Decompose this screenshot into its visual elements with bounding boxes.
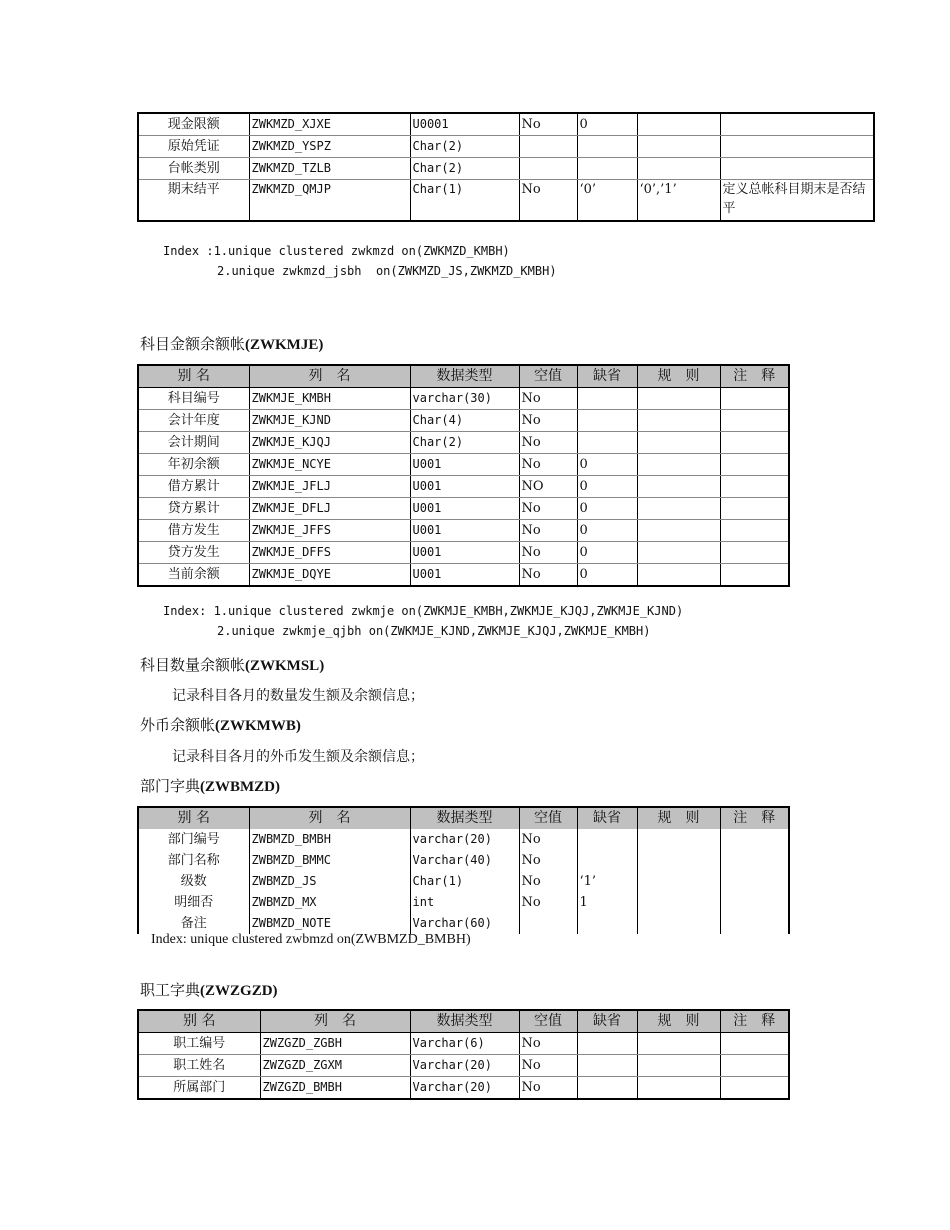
table-cell: varchar(30) bbox=[410, 388, 519, 410]
zwbmzd-index: Index: unique clustered zwbmzd on(ZWBMZD_BMBH) bbox=[151, 932, 471, 947]
table-cell bbox=[637, 498, 720, 520]
table-cell bbox=[720, 871, 789, 892]
table-cell bbox=[637, 432, 720, 454]
table-cell: ZWKMZD_XJXE bbox=[249, 113, 410, 136]
table-cell bbox=[637, 1077, 720, 1100]
table-cell bbox=[637, 476, 720, 498]
table-cell: ZWKMJE_KJND bbox=[249, 410, 410, 432]
zwkmsl-title-code: (ZWKMSL) bbox=[245, 658, 325, 674]
table-cell bbox=[720, 113, 874, 136]
table-cell: NO bbox=[519, 476, 577, 498]
table-cell: 0 bbox=[577, 476, 637, 498]
table-cell: ZWKMJE_JFFS bbox=[249, 520, 410, 542]
table-cell bbox=[720, 476, 789, 498]
table-cell bbox=[577, 410, 637, 432]
table-cell: ‘0’ bbox=[577, 180, 637, 222]
column-header: 列 名 bbox=[249, 807, 410, 829]
table-cell: No bbox=[519, 564, 577, 587]
table-cell bbox=[577, 1055, 637, 1077]
table-cell bbox=[637, 892, 720, 913]
table-cell: U0001 bbox=[410, 113, 519, 136]
table-cell: 级数 bbox=[138, 871, 249, 892]
table-cell: No bbox=[519, 1055, 577, 1077]
zwkmje-title bbox=[140, 333, 323, 354]
table-cell bbox=[577, 850, 637, 871]
table-cell bbox=[637, 829, 720, 850]
table-row bbox=[138, 564, 789, 587]
table-row bbox=[138, 829, 789, 850]
table-cell bbox=[720, 850, 789, 871]
table-cell: varchar(20) bbox=[410, 829, 519, 850]
zwbmzd-title-code: (ZWBMZD) bbox=[200, 779, 281, 795]
table-cell: 贷方发生 bbox=[138, 542, 249, 564]
column-header: 缺省 bbox=[577, 365, 637, 388]
table-cell bbox=[519, 136, 577, 158]
zwbmzd-title bbox=[140, 775, 280, 796]
table-cell: Varchar(20) bbox=[410, 1055, 519, 1077]
table-cell bbox=[637, 871, 720, 892]
column-header: 别 名 bbox=[138, 1010, 260, 1033]
table-cell: 原始凭证 bbox=[138, 136, 249, 158]
table-cell: Varchar(20) bbox=[410, 1077, 519, 1100]
table-cell: Varchar(60) bbox=[410, 913, 519, 934]
table-cell bbox=[637, 564, 720, 587]
table-cell bbox=[720, 1033, 789, 1055]
table-cell bbox=[577, 913, 637, 934]
table-cell bbox=[637, 136, 720, 158]
table-cell: 期末结平 bbox=[138, 180, 249, 222]
column-header: 空值 bbox=[519, 1010, 577, 1033]
column-header: 注 释 bbox=[720, 1010, 789, 1033]
zwkmje-title-cn: 科目金额余额帐 bbox=[140, 335, 246, 353]
table-cell: ‘1’ bbox=[577, 871, 637, 892]
table-cell: ZWZGZD_ZGXM bbox=[260, 1055, 410, 1077]
zwkmsl-title bbox=[140, 654, 324, 675]
table-cell: 备注 bbox=[138, 913, 249, 934]
table-cell: No bbox=[519, 410, 577, 432]
table-cell: 0 bbox=[577, 520, 637, 542]
table-cell bbox=[720, 432, 789, 454]
table-cell: ZWKMJE_DFFS bbox=[249, 542, 410, 564]
table-row bbox=[138, 871, 789, 892]
table-cell: ZWBMZD_BMMC bbox=[249, 850, 410, 871]
zwbmzd-title-cn: 部门字典 bbox=[140, 777, 201, 795]
zwkmwb-title bbox=[140, 714, 301, 735]
table-header-row bbox=[138, 807, 789, 829]
table-cell: 定义总帐科目期末是否结平 bbox=[720, 180, 874, 222]
table-cell: No bbox=[519, 454, 577, 476]
table-cell: U001 bbox=[410, 454, 519, 476]
table-zwbmzd bbox=[137, 806, 790, 934]
table-cell: 当前余额 bbox=[138, 564, 249, 587]
column-header: 规 则 bbox=[637, 365, 720, 388]
zwkmzd-index-1: Index :1.unique clustered zwkmzd on(ZWKMZD_KMBH) bbox=[163, 244, 510, 258]
table-cell: ZWBMZD_JS bbox=[249, 871, 410, 892]
table-zwkmje bbox=[137, 364, 790, 587]
table-cell: 0 bbox=[577, 564, 637, 587]
column-header: 规 则 bbox=[637, 807, 720, 829]
column-header: 列 名 bbox=[260, 1010, 410, 1033]
table-cell: No bbox=[519, 498, 577, 520]
table-cell: No bbox=[519, 892, 577, 913]
zwkmwb-desc: 记录科目各月的外币发生额及余额信息； bbox=[172, 749, 424, 765]
table-cell: Varchar(6) bbox=[410, 1033, 519, 1055]
table-cell bbox=[637, 1033, 720, 1055]
table-cell: Char(1) bbox=[410, 180, 519, 222]
table-cell: 所属部门 bbox=[138, 1077, 260, 1100]
table-cell: 职工编号 bbox=[138, 1033, 260, 1055]
table-cell bbox=[720, 454, 789, 476]
column-header: 空值 bbox=[519, 807, 577, 829]
table-cell: No bbox=[519, 850, 577, 871]
column-header: 列 名 bbox=[249, 365, 410, 388]
table-cell: ZWZGZD_ZGBH bbox=[260, 1033, 410, 1055]
column-header: 缺省 bbox=[577, 807, 637, 829]
table-cell: ZWKMJE_NCYE bbox=[249, 454, 410, 476]
table-cell: Char(2) bbox=[410, 432, 519, 454]
table-zwkmzd-continued bbox=[137, 112, 875, 222]
table-header-row bbox=[138, 1010, 789, 1033]
table-cell bbox=[720, 520, 789, 542]
table-cell: ZWBMZD_MX bbox=[249, 892, 410, 913]
table-cell: 会计年度 bbox=[138, 410, 249, 432]
zwkmje-index-1: Index: 1.unique clustered zwkmje on(ZWKMJE_KMBH,ZWKMJE_KJQJ,ZWKMJE_KJND) bbox=[163, 604, 684, 618]
table-cell bbox=[720, 388, 789, 410]
table-row bbox=[138, 542, 789, 564]
table-cell: ‘0’,’1’ bbox=[637, 180, 720, 222]
table-cell bbox=[637, 1055, 720, 1077]
zwzgzd-title-code: (ZWZGZD) bbox=[200, 983, 278, 999]
table-cell bbox=[637, 850, 720, 871]
zwkmwb-title-cn: 外币余额帐 bbox=[140, 716, 216, 734]
table-cell bbox=[720, 136, 874, 158]
table-cell bbox=[720, 1077, 789, 1100]
zwkmzd-index-2: 2.unique zwkmzd_jsbh on(ZWKMZD_JS,ZWKMZD_KMBH) bbox=[217, 264, 557, 278]
zwkmje-index-2: 2.unique zwkmje_qjbh on(ZWKMJE_KJND,ZWKMJE_KJQJ,ZWKMJE_KMBH) bbox=[217, 624, 651, 638]
table-cell: ZWKMZD_QMJP bbox=[249, 180, 410, 222]
table-cell: No bbox=[519, 829, 577, 850]
table-cell bbox=[637, 113, 720, 136]
table-cell bbox=[637, 542, 720, 564]
table-cell: Char(1) bbox=[410, 871, 519, 892]
column-header: 空值 bbox=[519, 365, 577, 388]
table-cell: 科目编号 bbox=[138, 388, 249, 410]
table-cell bbox=[577, 1033, 637, 1055]
column-header: 缺省 bbox=[577, 1010, 637, 1033]
table-row bbox=[138, 113, 874, 136]
column-header: 别 名 bbox=[138, 807, 249, 829]
table-cell bbox=[720, 158, 874, 180]
table-cell bbox=[577, 158, 637, 180]
table-cell bbox=[720, 498, 789, 520]
table-row bbox=[138, 913, 789, 934]
table-cell: No bbox=[519, 1033, 577, 1055]
table-cell: ZWKMJE_JFLJ bbox=[249, 476, 410, 498]
column-header: 注 释 bbox=[720, 807, 789, 829]
table-cell bbox=[577, 829, 637, 850]
zwzgzd-title bbox=[140, 979, 278, 1000]
table-cell: 会计期间 bbox=[138, 432, 249, 454]
table-cell: 0 bbox=[577, 498, 637, 520]
column-header: 数据类型 bbox=[410, 365, 519, 388]
table-cell: ZWZGZD_BMBH bbox=[260, 1077, 410, 1100]
table-cell: 借方累计 bbox=[138, 476, 249, 498]
table-row bbox=[138, 520, 789, 542]
column-header: 注 释 bbox=[720, 365, 789, 388]
column-header: 规 则 bbox=[637, 1010, 720, 1033]
table-cell: No bbox=[519, 542, 577, 564]
table-cell: No bbox=[519, 432, 577, 454]
table-cell: U001 bbox=[410, 564, 519, 587]
table-cell bbox=[637, 454, 720, 476]
table-cell: ZWKMJE_KMBH bbox=[249, 388, 410, 410]
table-cell bbox=[637, 520, 720, 542]
table-cell: int bbox=[410, 892, 519, 913]
table-cell: ZWKMJE_KJQJ bbox=[249, 432, 410, 454]
column-header: 别 名 bbox=[138, 365, 249, 388]
table-header-row bbox=[138, 365, 789, 388]
table-cell bbox=[577, 136, 637, 158]
column-header: 数据类型 bbox=[410, 1010, 519, 1033]
table-cell: No bbox=[519, 113, 577, 136]
table-cell bbox=[720, 1055, 789, 1077]
table-cell bbox=[637, 913, 720, 934]
table-cell: 部门编号 bbox=[138, 829, 249, 850]
zwzgzd-title-cn: 职工字典 bbox=[140, 981, 201, 999]
table-cell bbox=[519, 913, 577, 934]
table-cell: ZWBMZD_BMBH bbox=[249, 829, 410, 850]
table-cell: Char(4) bbox=[410, 410, 519, 432]
table-cell: U001 bbox=[410, 498, 519, 520]
table-row bbox=[138, 410, 789, 432]
table-cell: 1 bbox=[577, 892, 637, 913]
table-cell: ZWKMZD_TZLB bbox=[249, 158, 410, 180]
table-cell bbox=[577, 388, 637, 410]
table-cell: ZWKMZD_YSPZ bbox=[249, 136, 410, 158]
table-cell: 台帐类别 bbox=[138, 158, 249, 180]
table-cell: ZWKMJE_DFLJ bbox=[249, 498, 410, 520]
zwkmzd-table bbox=[137, 112, 875, 222]
table-cell: 现金限额 bbox=[138, 113, 249, 136]
table-cell: Char(2) bbox=[410, 158, 519, 180]
table-cell: 0 bbox=[577, 542, 637, 564]
table-cell: ZWBMZD_NOTE bbox=[249, 913, 410, 934]
table-cell: No bbox=[519, 388, 577, 410]
zwkmwb-title-code: (ZWKMWB) bbox=[215, 718, 301, 734]
table-cell: 明细否 bbox=[138, 892, 249, 913]
table-cell: Char(2) bbox=[410, 136, 519, 158]
table-row bbox=[138, 180, 874, 222]
table-row bbox=[138, 892, 789, 913]
zwkmsl-desc: 记录科目各月的数量发生额及余额信息； bbox=[172, 688, 424, 704]
table-cell: No bbox=[519, 520, 577, 542]
table-cell: U001 bbox=[410, 542, 519, 564]
table-cell bbox=[720, 542, 789, 564]
table-cell: No bbox=[519, 1077, 577, 1100]
table-cell bbox=[577, 432, 637, 454]
table-cell: 部门名称 bbox=[138, 850, 249, 871]
table-cell: U001 bbox=[410, 520, 519, 542]
table-cell bbox=[720, 564, 789, 587]
table-row bbox=[138, 476, 789, 498]
table-cell bbox=[637, 158, 720, 180]
table-row bbox=[138, 158, 874, 180]
table-row bbox=[138, 1055, 789, 1077]
zwkmsl-title-cn: 科目数量余额帐 bbox=[140, 656, 246, 674]
table-cell bbox=[720, 410, 789, 432]
table-cell: 0 bbox=[577, 113, 637, 136]
table-cell: 0 bbox=[577, 454, 637, 476]
table-row bbox=[138, 498, 789, 520]
table-cell: No bbox=[519, 180, 577, 222]
table-row bbox=[138, 1077, 789, 1100]
table-cell: No bbox=[519, 871, 577, 892]
table-cell: U001 bbox=[410, 476, 519, 498]
table-row bbox=[138, 1033, 789, 1055]
table-cell: 贷方累计 bbox=[138, 498, 249, 520]
table-row bbox=[138, 454, 789, 476]
table-cell bbox=[577, 1077, 637, 1100]
table-cell: 借方发生 bbox=[138, 520, 249, 542]
table-cell bbox=[720, 913, 789, 934]
table-cell: 年初余额 bbox=[138, 454, 249, 476]
table-cell: Varchar(40) bbox=[410, 850, 519, 871]
table-cell bbox=[720, 892, 789, 913]
table-cell bbox=[637, 388, 720, 410]
table-zwzgzd bbox=[137, 1009, 790, 1100]
table-cell bbox=[637, 410, 720, 432]
zwkmje-title-code: (ZWKMJE) bbox=[245, 337, 324, 353]
table-cell: ZWKMJE_DQYE bbox=[249, 564, 410, 587]
table-row bbox=[138, 136, 874, 158]
table-row bbox=[138, 432, 789, 454]
table-cell bbox=[519, 158, 577, 180]
table-row bbox=[138, 850, 789, 871]
table-cell bbox=[720, 829, 789, 850]
column-header: 数据类型 bbox=[410, 807, 519, 829]
table-cell: 职工姓名 bbox=[138, 1055, 260, 1077]
table-row bbox=[138, 388, 789, 410]
